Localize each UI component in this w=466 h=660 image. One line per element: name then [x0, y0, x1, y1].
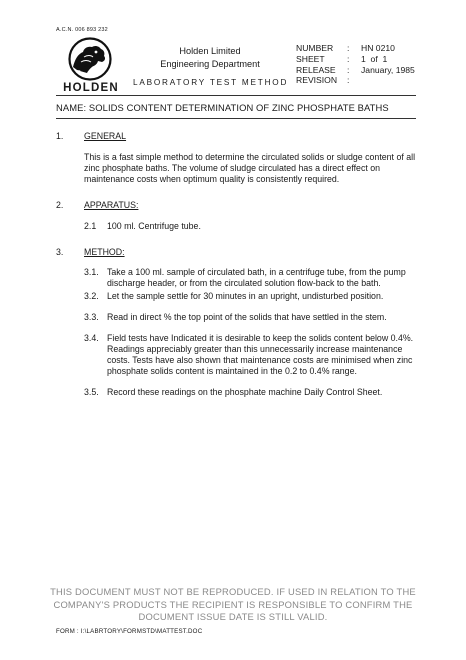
company-block [150, 45, 270, 70]
meta-colon: : [347, 64, 350, 75]
logo-wordmark: HOLDEN [63, 82, 119, 94]
item-text: 100 ml. Centrifuge tube. [107, 221, 201, 231]
section-general [56, 131, 418, 185]
item-number: 3.1. [84, 267, 99, 277]
holden-lion-emblem-icon [62, 37, 118, 81]
list-item [84, 221, 418, 232]
section-title: APPARATUS: [84, 200, 139, 210]
item-number: 3.4. [84, 333, 99, 343]
section-number: 2. [56, 200, 64, 210]
list-item [84, 291, 418, 302]
section-paragraph: This is a fast simple method to determine the circulated solids or sludge content of all zinc phosphate baths. The volume of sludge circulated has a direct effect on maintenance costs when optimum quality is consistently required. [84, 152, 416, 184]
department-name: Engineering Department [160, 58, 260, 69]
item-text: Let the sample settle for 30 minutes in an upright, undisturbed position. [107, 291, 384, 301]
item-text: Read in direct % the top point of the solids that have settled in the stem. [107, 312, 387, 322]
list-item [84, 387, 418, 398]
section-number: 3. [56, 247, 64, 257]
meta-row-sheet [296, 54, 415, 65]
meta-key: RELEASE [296, 64, 336, 75]
meta-value: HN 0210 [361, 43, 395, 53]
item-number: 3.3. [84, 312, 99, 322]
header-divider [56, 95, 416, 96]
item-text: Take a 100 ml. sample of circulated bath, in a centrifuge tube, from the pump discharge header, or from the circulated solution flow-back to the bath. [107, 267, 406, 288]
meta-key: REVISION [296, 75, 338, 86]
form-path: FORM : I:\LABRTORY\FORMSTD\MATTEST.DOC [56, 628, 203, 635]
section-title: METHOD: [84, 247, 125, 257]
meta-row-revision [296, 75, 415, 86]
item-number: 2.1 [84, 221, 97, 231]
title-divider [56, 118, 416, 119]
section-method [56, 247, 418, 398]
meta-value: January, 1985 [361, 64, 415, 75]
list-item [84, 267, 418, 289]
section-heading [56, 131, 418, 142]
section-heading [56, 200, 418, 211]
meta-key: SHEET [296, 53, 325, 64]
meta-colon: : [347, 43, 350, 53]
document-body [56, 131, 418, 398]
meta-colon: : [347, 53, 350, 64]
section-apparatus [56, 200, 418, 232]
meta-key: NUMBER [296, 43, 334, 53]
meta-value: 1 of 1 [361, 53, 388, 64]
meta-row-release [296, 65, 415, 76]
list-item [84, 312, 418, 323]
item-number: 3.5. [84, 387, 99, 397]
acn-number: A.C.N. 006 893 232 [56, 27, 108, 33]
item-text: Record these readings on the phosphate machine Daily Control Sheet. [107, 387, 383, 397]
item-number: 3.2. [84, 291, 99, 301]
document-meta [296, 43, 415, 86]
reproduction-notice: THIS DOCUMENT MUST NOT BE REPRODUCED. IF USED IN RELATION TO THE COMPANY'S PRODUCTS THE RECIPIENT IS RESPONSIBLE TO CONFIRM THE DOCUMENT ISSUE DATE IS STILL VALID. [50, 586, 416, 622]
item-text: Field tests have Indicated it is desirable to keep the solids content below 0.4%. Readings appreciably greater than this unnecessarily increase maintenance costs. Tests have also shown that maintenance costs are minimised when zinc phosphate solids content is maintained in the 0.2 to 0.4% range. [107, 333, 414, 376]
method-label: LABORATORY TEST METHOD [133, 78, 289, 87]
section-number: 1. [56, 131, 64, 141]
list-item [84, 333, 418, 377]
holden-logo [60, 37, 118, 94]
meta-value [361, 75, 415, 86]
meta-row-number [296, 43, 415, 54]
company-name: Holden Limited [179, 46, 241, 56]
section-heading [56, 247, 418, 258]
section-title: GENERAL [84, 131, 127, 141]
meta-colon: : [347, 75, 350, 86]
document-title: NAME: SOLIDS CONTENT DETERMINATION OF ZINC PHOSPHATE BATHS [56, 102, 389, 113]
